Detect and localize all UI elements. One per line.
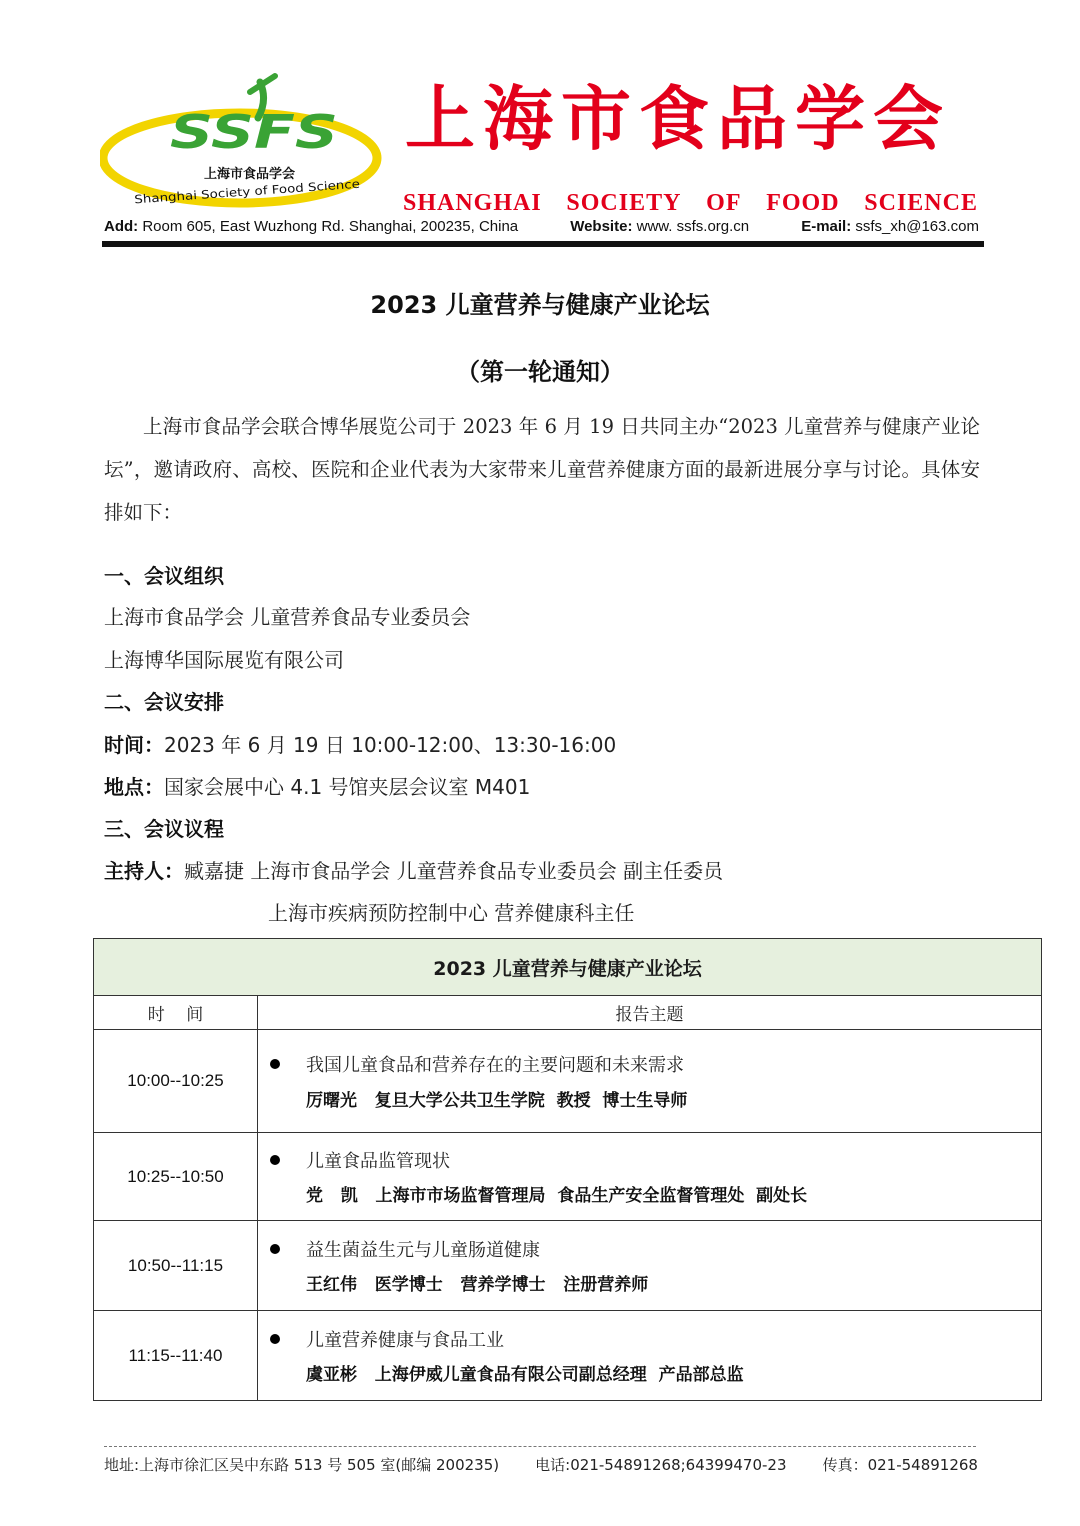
agenda-row: [94, 1133, 1042, 1221]
host-line: [104, 855, 723, 884]
agenda-topic-cell: [258, 1311, 1042, 1401]
agenda-row: [94, 1030, 1042, 1133]
org-name-en-word: SCIENCE: [864, 190, 978, 216]
agenda-time: 10:00--10:25: [94, 1030, 258, 1133]
org-name-en-word: FOOD: [766, 190, 840, 216]
letterhead-contact-line: [104, 218, 979, 235]
logo-graphic: [100, 70, 385, 210]
website-link[interactable]: www. ssfs.org.cn: [632, 218, 750, 235]
agenda-caption: 2023 儿童营养与健康产业论坛: [94, 939, 1042, 996]
logo-chinese-name: 上海市食品学会: [204, 167, 296, 182]
organizer-line: 上海市食品学会 儿童营养食品专业委员会: [104, 605, 471, 629]
address-block: [104, 218, 518, 235]
time-value: 2023 年 6 月 19 日 10:00-12:00、13:30-16:00: [164, 733, 617, 757]
website-block: [570, 218, 749, 235]
agenda-topic: 我国儿童食品和营养存在的主要问题和未来需求: [306, 1055, 684, 1076]
agenda-topic-cell: [258, 1221, 1042, 1311]
host-value: 臧嘉捷 上海市食品学会 儿童营养食品专业委员会 副主任委员: [184, 859, 724, 883]
society-logo: [100, 70, 385, 210]
agenda-time: 10:25--10:50: [94, 1133, 258, 1221]
org-name-english: [403, 190, 978, 217]
column-header-topic: 报告主题: [258, 996, 1042, 1030]
address-label: Add:: [104, 218, 139, 235]
footer-address: 地址:上海市徐汇区吴中东路 513 号 505 室(邮编 200235): [104, 1456, 500, 1474]
letterhead-divider: [102, 241, 984, 247]
agenda-topic: 益生菌益生元与儿童肠道健康: [306, 1239, 540, 1261]
agenda-topic: 儿童营养健康与食品工业: [306, 1329, 504, 1351]
agenda-topic: 儿童食品监管现状: [306, 1150, 450, 1172]
org-name-chinese: 上海市食品学会: [405, 78, 951, 160]
organizer-line: 上海博华国际展览有限公司: [104, 648, 344, 672]
section-heading-organization: 一、会议组织: [104, 564, 224, 588]
place-value: 国家会展中心 4.1 号馆夹层会议室 M401: [164, 775, 531, 799]
agenda-row: [94, 1311, 1042, 1401]
agenda-topic-cell: [258, 1030, 1042, 1133]
org-name-en-word: OF: [706, 190, 742, 216]
agenda-speaker: 王红伟 医学博士 营养学博士 注册营养师: [306, 1275, 649, 1295]
agenda-row: [94, 1221, 1042, 1311]
time-label: 时间：: [104, 733, 164, 757]
bullet-icon: [270, 1244, 280, 1254]
bullet-icon: [270, 1155, 280, 1165]
email-link[interactable]: ssfs_xh@163.com: [851, 218, 979, 235]
host-line-2: 上海市疾病预防控制中心 营养健康科主任: [268, 901, 635, 925]
column-header-time: 时 间: [94, 996, 258, 1030]
place-label: 地点：: [104, 775, 164, 799]
address-value: Room 605, East Wuzhong Rd. Shanghai, 200235, China: [138, 218, 519, 235]
section-heading-agenda: 三、会议议程: [104, 817, 224, 841]
footer-divider: [104, 1446, 976, 1447]
website-label: Website:: [570, 218, 633, 235]
section-heading-arrangement: 二、会议安排: [104, 690, 224, 714]
document-subtitle: （第一轮通知）: [456, 358, 624, 386]
agenda-speaker: 厉曙光 复旦大学公共卫生学院 教授 博士生导师: [306, 1090, 688, 1111]
place-line: [104, 771, 530, 800]
email-block: [801, 218, 979, 235]
host-label: 主持人：: [104, 859, 184, 883]
agenda-table: [93, 938, 1042, 1401]
footer-fax: 传真：021-54891268: [822, 1456, 978, 1474]
time-line: [104, 729, 616, 758]
agenda-caption-row: [94, 939, 1042, 996]
org-name-en-word: SOCIETY: [566, 190, 682, 216]
document-title: 2023 儿童营养与健康产业论坛: [370, 291, 710, 319]
agenda-speaker: 党 凯 上海市市场监督管理局 食品生产安全监督管理处 副处长: [306, 1186, 808, 1206]
footer: [104, 1454, 978, 1475]
agenda-topic-cell: [258, 1133, 1042, 1221]
agenda-header-row: [94, 996, 1042, 1030]
footer-phone: 电话:021-54891268;64399470-23: [535, 1456, 787, 1474]
agenda-time: 11:15--11:40: [94, 1311, 258, 1401]
logo-english-name: Shanghai Society of Food Science: [133, 178, 329, 207]
email-label: E-mail:: [801, 218, 852, 235]
intro-paragraph: 上海市食品学会联合博华展览公司于 2023 年 6 月 19 日共同主办“2023 儿童营养与健康产业论坛”，邀请政府、高校、医院和企业代表为大家带来儿童营养健康方面的最新进展分享与讨论。具体安排如下：: [104, 415, 980, 524]
logo-mark: SSFS: [170, 105, 338, 159]
org-name-en-word: SHANGHAI: [403, 190, 542, 216]
bullet-icon: [270, 1059, 280, 1069]
agenda-speaker: 虞亚彬 上海伊威儿童食品有限公司副总经理 产品部总监: [306, 1365, 744, 1385]
agenda-time: 10:50--11:15: [94, 1221, 258, 1311]
bullet-icon: [270, 1334, 280, 1344]
